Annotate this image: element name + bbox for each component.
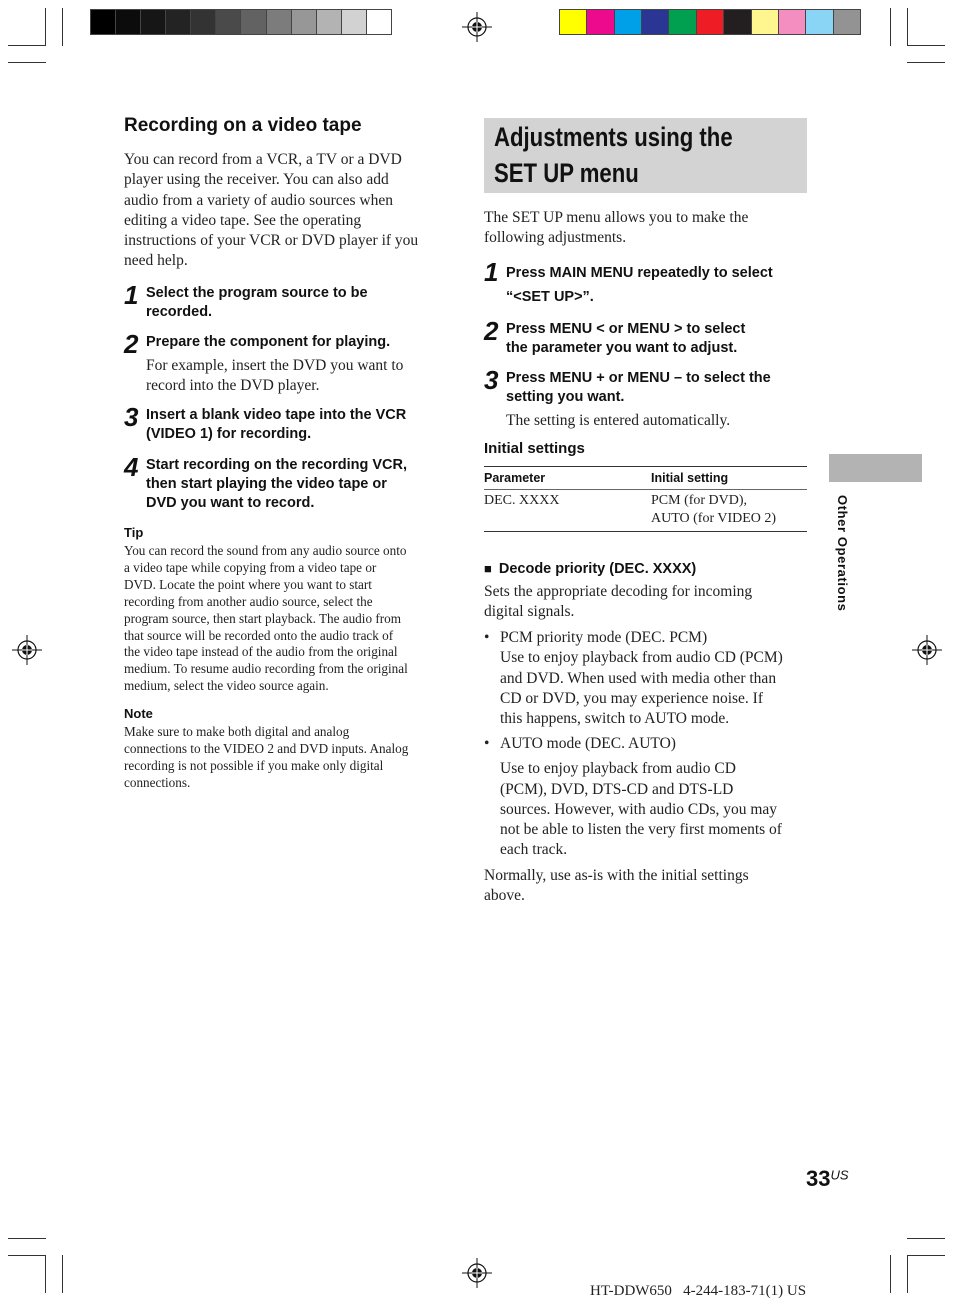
initial-settings-heading: Initial settings [484, 440, 585, 457]
tip-text: You can record the sound from any audio source onto a video tape while copying from a video tape or DVD. Locate the point where you want to start recording from another audio source, select the program source, then start playback. The audio from that source will be recorded onto the audio track of the video tape instead of the audio from the original medium. To resume audio recording from the original medium, select the video source again. [124, 543, 408, 694]
color-swatch [166, 10, 191, 34]
crop-mark [8, 45, 46, 46]
color-swatch [806, 10, 833, 34]
color-swatch [834, 10, 860, 34]
color-swatch [724, 10, 751, 34]
table-header-initial-setting: Initial setting [651, 471, 729, 485]
color-swatch [669, 10, 696, 34]
bullet-pcm: • PCM priority mode (DEC. PCM) Use to enjoy playback from audio CD (PCM) and DVD. When used with media other than CD or DVD, you may experience noise. If this happens, switch to AUTO mode. [484, 629, 783, 728]
crop-mark [45, 8, 46, 46]
section-heading-recording: Recording on a video tape [124, 115, 362, 136]
recording-intro: You can record from a VCR, a TV or a DVD player using the receiver. You can also add audio from a variety of audio sources when editing a video tape. See the operating instructions of your VCR or DVD player if you need help. [124, 151, 419, 270]
right-step-1: 1 Press MAIN MENU repeatedly to select “<SET UP>”. [484, 257, 773, 305]
crop-mark [45, 1255, 46, 1293]
crop-mark [62, 8, 63, 46]
registration-mark-icon [462, 12, 492, 42]
table-cell-param: DEC. XXXX [484, 493, 560, 508]
color-swatch [216, 10, 241, 34]
crop-mark [907, 45, 945, 46]
registration-mark-icon [462, 1258, 492, 1288]
color-swatch [587, 10, 614, 34]
left-step-3: 3 Insert a blank video tape into the VCR (VIDEO 1) for recording. [124, 402, 407, 442]
color-swatch [141, 10, 166, 34]
color-swatch [642, 10, 669, 34]
registration-mark-icon [12, 635, 42, 665]
note-heading: Note [124, 706, 153, 721]
color-swatch [342, 10, 367, 34]
color-swatch [241, 10, 266, 34]
table-header-parameter: Parameter [484, 471, 546, 485]
crop-mark [907, 8, 908, 46]
setup-intro: The SET UP menu allows you to make the following adjustments. [484, 209, 749, 247]
bullet-icon: • [484, 735, 490, 752]
page-number: $33^{US}$ [806, 1166, 849, 1191]
crop-mark [907, 62, 945, 63]
registration-mark-icon [912, 635, 942, 665]
color-swatch [91, 10, 116, 34]
color-swatch [116, 10, 141, 34]
right-step-2: 2 Press MENU < or MENU > to select the parameter you want to adjust. [484, 316, 746, 356]
bullet-auto: • AUTO mode (DEC. AUTO) Use to enjoy playback from audio CD (PCM), DVD, DTS-CD and DTS-LD sources. However, with audio CDs, you may not be able to listen the very first moments of each track. [484, 735, 782, 859]
crop-mark [890, 8, 891, 46]
closing-text: Normally, use as-is with the initial settings above. [484, 867, 749, 905]
crop-mark [8, 1238, 46, 1239]
crop-mark [907, 1255, 945, 1256]
crop-mark [890, 1255, 891, 1293]
color-swatch [560, 10, 587, 34]
crop-mark [8, 1255, 46, 1256]
crop-mark [907, 1238, 945, 1239]
left-step-2: 2 Prepare the component for playing. [124, 329, 391, 359]
crop-mark [907, 1255, 908, 1293]
side-tab-label: Other Operations [835, 495, 850, 612]
color-swatch [697, 10, 724, 34]
color-swatch [615, 10, 642, 34]
initial-settings-table [484, 466, 807, 532]
color-swatch [779, 10, 806, 34]
color-swatch [292, 10, 317, 34]
table-divider [484, 489, 807, 490]
left-step-1: 1 Select the program source to be recorded. [124, 280, 368, 320]
color-swatch [267, 10, 292, 34]
note-text: Make sure to make both digital and analog connections to the VIDEO 2 and DVD inputs. Analog recording is not possible if you make only digital connections. [124, 724, 409, 790]
grayscale-color-bar [90, 9, 392, 35]
decode-priority-heading: ■ Decode priority (DEC. XXXX) [484, 561, 697, 577]
left-step-4: 4 Start recording on the recording VCR, then start playing the video tape or DVD you want to record. [124, 452, 408, 511]
color-swatch [191, 10, 216, 34]
page-title: Adjustments using the SET UP menu [494, 122, 733, 188]
decode-intro: Sets the appropriate decoding for incoming digital signals. [484, 583, 753, 621]
tip-heading: Tip [124, 525, 144, 540]
color-swatch [752, 10, 779, 34]
footer-model-code: HT-DDW650 4-244-183-71(1) US [590, 1283, 807, 1299]
color-swatch [317, 10, 342, 34]
right-step-3: 3 Press MENU + or MENU – to select the setting you want. [484, 365, 771, 405]
square-bullet-icon: ■ [484, 561, 492, 576]
section-title-box [484, 118, 807, 193]
left-step-2-detail: For example, insert the DVD you want to record into the DVD player. [146, 357, 404, 395]
side-tab [829, 454, 922, 482]
crop-mark [8, 62, 46, 63]
color-swatch [367, 10, 391, 34]
process-color-bar [559, 9, 861, 35]
crop-mark [62, 1255, 63, 1293]
right-step-3-detail: The setting is entered automatically. [506, 412, 731, 429]
bullet-icon: • [484, 629, 490, 646]
table-cell-value: PCM (for DVD), AUTO (for VIDEO 2) [651, 493, 777, 526]
